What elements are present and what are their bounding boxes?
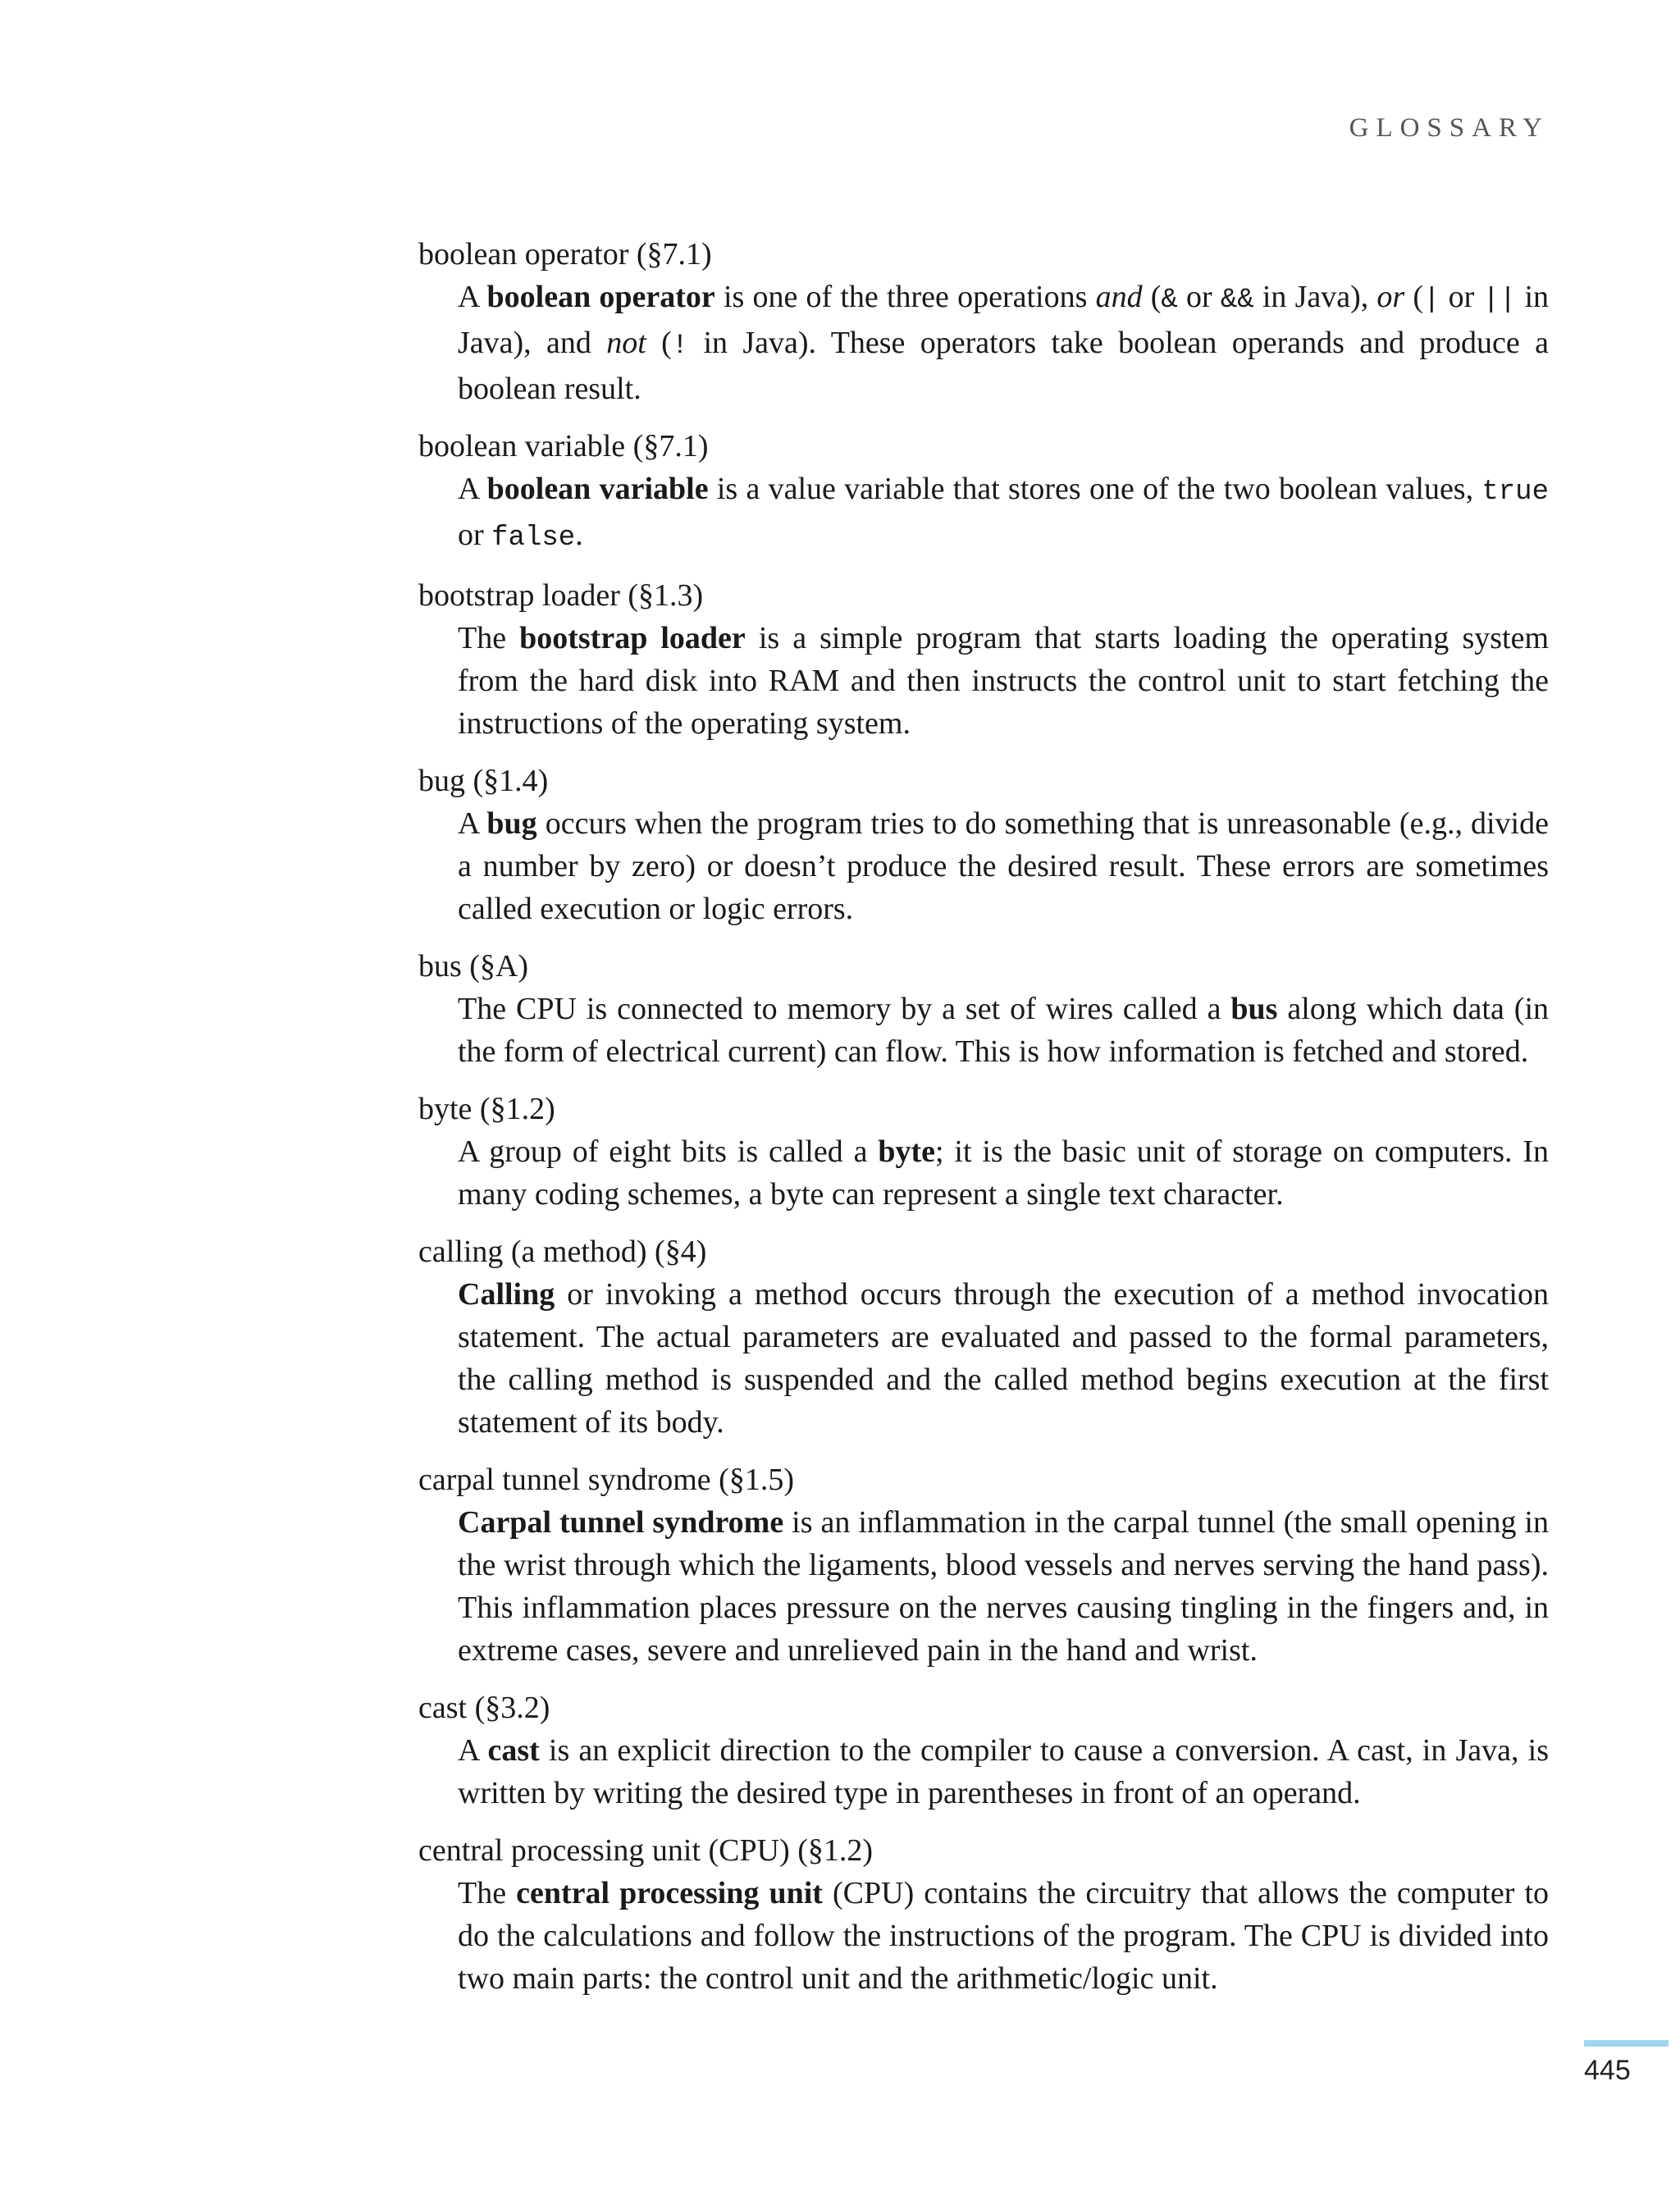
definition-text: or bbox=[458, 518, 492, 552]
glossary-definition bbox=[458, 468, 1549, 559]
definition-text: A bbox=[458, 280, 487, 314]
glossary-term: cast (§3.2) bbox=[418, 1691, 550, 1725]
glossary-term: boolean operator (§7.1) bbox=[418, 237, 712, 272]
glossary-term: boolean variable (§7.1) bbox=[418, 429, 709, 463]
glossary-entry bbox=[418, 760, 1549, 930]
definition-text: (CPU) contains the circuitry that allows the computer to do the calculations and follow the instructions of the program. The CPU is divided into two main parts: the control unit and the arithmetic/logic unit. bbox=[458, 1876, 1549, 1996]
glossary-term: bus (§A) bbox=[418, 949, 529, 984]
defined-term: central processing unit bbox=[516, 1876, 823, 1910]
definition-text: is a value variable that stores one of the two boolean values, bbox=[708, 472, 1482, 506]
running-head: GLOSSARY bbox=[1349, 113, 1550, 143]
definition-text: is an inflammation in the carpal tunnel (the small opening in the wrist through which the ligaments, blood vessels and nerves serving the hand pass). This inflammation places pressure on the nerves causing tingling in the fingers and, in extreme cases, severe and unrelieved pain in the hand and wrist. bbox=[458, 1505, 1549, 1668]
glossary-definition bbox=[458, 1501, 1549, 1672]
page-number-rule bbox=[1584, 2040, 1669, 2047]
defined-term: bus bbox=[1230, 992, 1278, 1026]
definition-text: A bbox=[458, 806, 487, 841]
glossary-entry bbox=[418, 945, 1549, 1073]
glossary-term: carpal tunnel syndrome (§1.5) bbox=[418, 1463, 794, 1497]
code-text: | bbox=[1423, 285, 1440, 316]
defined-term: bug bbox=[486, 806, 537, 841]
emphasis-text: and bbox=[1095, 280, 1143, 314]
defined-term: cast bbox=[487, 1733, 540, 1768]
definition-text: The bbox=[458, 1876, 517, 1910]
definition-text: ( bbox=[1142, 280, 1162, 314]
definition-text: A bbox=[458, 472, 487, 506]
glossary-definition bbox=[458, 617, 1549, 745]
glossary-term: bug (§1.4) bbox=[418, 764, 549, 798]
glossary-definition bbox=[458, 276, 1549, 410]
glossary-entries bbox=[418, 233, 1549, 2015]
definition-text: . bbox=[575, 518, 583, 552]
glossary-term: central processing unit (CPU) (§1.2) bbox=[418, 1833, 874, 1868]
definition-text: along which data (in the form of electrical current) can flow. This is how information is fetched and stored. bbox=[458, 992, 1549, 1069]
definition-text: in Java), bbox=[1253, 280, 1377, 314]
glossary-definition bbox=[458, 1273, 1549, 1444]
code-text: false bbox=[491, 523, 576, 554]
definition-text: ( bbox=[1404, 280, 1424, 314]
glossary-entry bbox=[418, 1458, 1549, 1672]
glossary-entry bbox=[418, 1829, 1549, 2000]
glossary-entry bbox=[418, 1230, 1549, 1444]
definition-text: ; it is the basic unit of storage on computers. In many coding schemes, a byte can represent a single text character. bbox=[458, 1134, 1549, 1212]
definition-text: is one of the three operations bbox=[714, 280, 1096, 314]
definition-text: in Java). These operators take boolean operands and produce a boolean result. bbox=[458, 326, 1549, 406]
code-text: true bbox=[1481, 477, 1549, 508]
emphasis-text: not bbox=[606, 326, 646, 360]
glossary-entry bbox=[418, 1686, 1549, 1814]
glossary-definition bbox=[458, 1872, 1549, 2000]
glossary-definition bbox=[458, 802, 1549, 930]
definition-text: or bbox=[1440, 280, 1483, 314]
emphasis-text: or bbox=[1376, 280, 1405, 314]
defined-term: boolean operator bbox=[486, 280, 715, 314]
definition-text: is a simple program that starts loading the operating system from the hard disk into RAM and then instructs the control unit to start fetching the instructions of the operating system. bbox=[458, 621, 1549, 741]
glossary-entry bbox=[418, 425, 1549, 559]
code-text: & bbox=[1161, 285, 1178, 316]
page-number: 445 bbox=[1584, 2055, 1631, 2086]
definition-text: in Java), and bbox=[458, 280, 1550, 360]
glossary-entry bbox=[418, 1088, 1549, 1216]
definition-text: occurs when the program tries to do something that is unreasonable (e.g., divide a number by zero) or doesn’t produce the desired result. These errors are sometimes called execution or logic errors. bbox=[458, 806, 1549, 926]
glossary-term: byte (§1.2) bbox=[418, 1092, 555, 1126]
glossary-entry bbox=[418, 233, 1549, 410]
glossary-definition bbox=[458, 1130, 1549, 1216]
glossary-entry bbox=[418, 574, 1549, 745]
code-text: ! bbox=[671, 331, 689, 362]
glossary-term: bootstrap loader (§1.3) bbox=[418, 578, 704, 613]
defined-term: byte bbox=[878, 1134, 935, 1169]
defined-term: Carpal tunnel syndrome bbox=[458, 1505, 784, 1540]
defined-term: boolean variable bbox=[486, 472, 709, 506]
definition-text: ( bbox=[646, 326, 672, 360]
definition-text: A bbox=[458, 1733, 488, 1768]
defined-term: Calling bbox=[458, 1277, 555, 1312]
definition-text: is an explicit direction to the compiler to cause a conversion. A cast, in Java, is written by writing the desired type in parentheses in front of an operand. bbox=[458, 1733, 1549, 1810]
definition-text: The bbox=[458, 621, 520, 655]
glossary-definition bbox=[458, 1729, 1549, 1814]
definition-text: or bbox=[1177, 280, 1221, 314]
code-text: && bbox=[1220, 285, 1254, 316]
glossary-definition bbox=[458, 988, 1549, 1073]
definition-text: The CPU is connected to memory by a set of wires called a bbox=[458, 992, 1231, 1026]
defined-term: bootstrap loader bbox=[519, 621, 746, 655]
glossary-term: calling (a method) (§4) bbox=[418, 1235, 707, 1269]
definition-text: A group of eight bits is called a bbox=[458, 1134, 879, 1169]
code-text: || bbox=[1482, 285, 1517, 316]
definition-text: or invoking a method occurs through the execution of a method invocation statement. The actual parameters are evaluated and passed to the formal parameters, the calling method is suspended and the called method begins execution at the first statement of its body. bbox=[458, 1277, 1549, 1440]
